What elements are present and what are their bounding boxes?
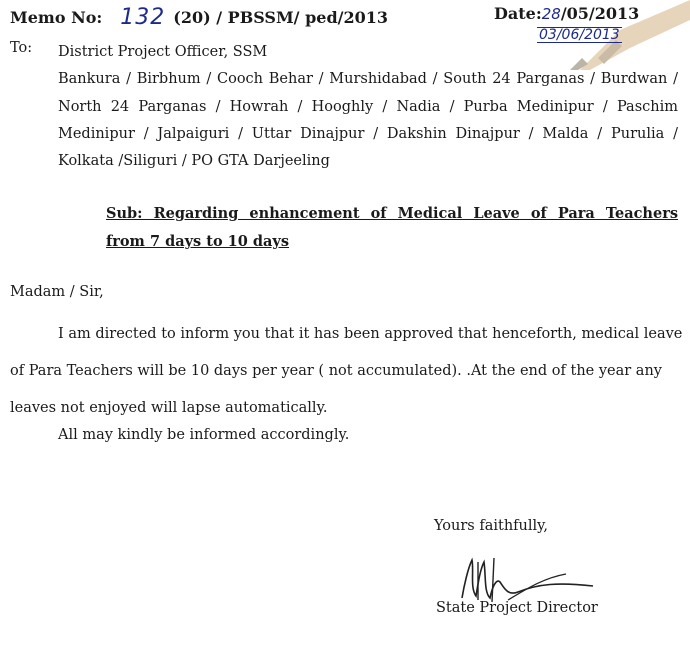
recipient-address [58,39,678,175]
address-line: Bankura / Birbhum / Cooch Behar / Murshidabad / South 24 Parganas / Burdwan / [58,71,678,88]
salutation: Madam / Sir, [10,284,104,300]
address-line: North 24 Parganas / Howrah / Hooghly / Nadia / Purba Medinipur / Paschim [58,98,678,115]
address-line: Kolkata /Siliguri / PO GTA Darjeeling [58,153,330,170]
subject-line-2: from 7 days to 10 days [106,233,290,250]
subject-line-1: Sub: Regarding enhancement of Medical Leave of Para Teachers [106,205,678,222]
memo-number [10,4,388,29]
signature-mark [448,548,598,608]
paragraph-line: leaves not enjoyed will lapse automatically. [10,400,328,416]
memo-reference: (20) / PBSSM/ ped/2013 [173,8,389,27]
address-line: Medinipur / Jalpaiguri / Uttar Dinajpur / Dakshin Dinajpur / Malda / Purulia / [58,125,678,142]
memo-handwritten-number: 132 [120,5,166,30]
yours-faithfully: Yours faithfully, [434,518,549,534]
memo-label: Memo No: [10,8,103,27]
closing-line: All may kindly be informed accordingly. [58,427,350,443]
date-printed: /05/2013 [560,4,640,23]
date-label: Date: [494,4,542,23]
subject-heading [106,200,678,256]
memo-date [494,4,639,23]
paragraph-line: I am directed to inform you that it has been approved that henceforth, medical leave [58,326,683,342]
address-line: District Project Officer, SSM [58,44,268,60]
date-handwritten-second: 03/06/2013 [539,27,620,43]
date-handwritten-day: 28 [541,5,561,23]
to-label: To: [10,40,33,56]
signatory-designation: State Project Director [436,600,598,616]
body-paragraph [10,316,683,427]
paragraph-line: of Para Teachers will be 10 days per year ( not accumulated). .At the end of the year any [10,363,662,379]
